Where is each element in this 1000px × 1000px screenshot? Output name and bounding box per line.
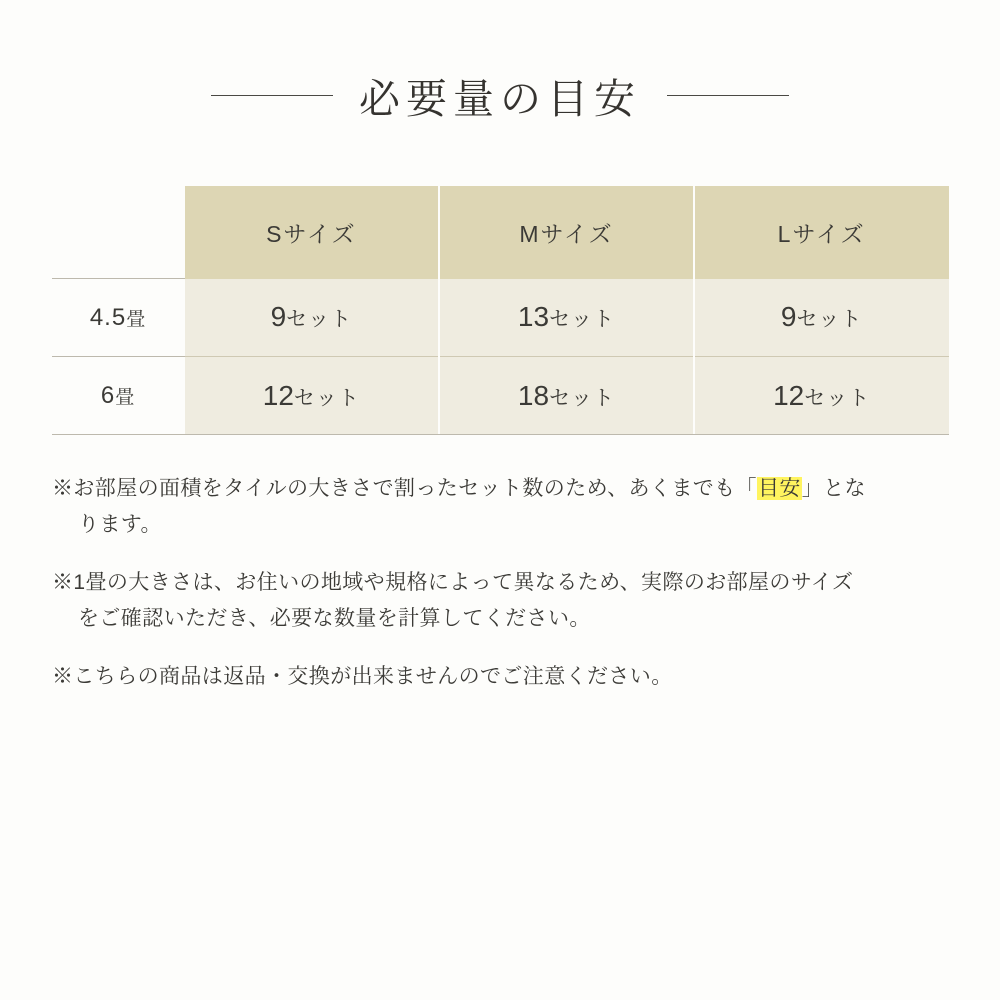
column-header-s: Sサイズ <box>185 186 440 279</box>
note-highlight: 目安 <box>757 477 801 500</box>
row-label-4-5-jo <box>52 279 185 357</box>
row-label-unit: 畳 <box>126 308 147 330</box>
table-header-row <box>52 186 949 279</box>
title-rule-right <box>667 95 789 96</box>
note-item <box>52 471 950 543</box>
row-label-6-jo <box>52 357 185 435</box>
cell-unit: セット <box>549 386 616 410</box>
cell-quantity: 12 <box>773 379 805 411</box>
column-header-m: Mサイズ <box>439 186 694 279</box>
cell-unit: セット <box>293 386 360 410</box>
cell-unit: セット <box>796 308 863 332</box>
note-text-tail: 」とな <box>801 477 866 500</box>
requirement-table-wrap <box>52 186 949 435</box>
cell-4-5-jo-l <box>694 279 949 357</box>
cell-6-jo-l <box>694 357 949 435</box>
note-item <box>52 565 950 637</box>
table-body <box>52 279 949 435</box>
cell-4-5-jo-s <box>185 279 440 357</box>
table-row <box>52 279 949 357</box>
cell-quantity: 18 <box>517 379 550 411</box>
note-item <box>52 659 950 695</box>
title-rule-left <box>211 95 333 96</box>
note-text-line2: ります。 <box>78 513 162 537</box>
cell-6-jo-s <box>185 357 440 435</box>
cell-quantity: 9 <box>270 301 287 333</box>
requirement-table <box>52 186 949 434</box>
cell-unit: セット <box>549 308 616 332</box>
column-header-l: Lサイズ <box>694 186 949 279</box>
row-label-unit: 畳 <box>115 386 136 408</box>
cell-quantity: 12 <box>262 379 294 411</box>
table-row <box>52 357 949 435</box>
note-text: ※お部屋の面積をタイルの大きさで割ったセット数のため、あくまでも「 <box>52 477 757 500</box>
table-corner-cell <box>52 186 185 279</box>
notes-section <box>50 471 950 696</box>
page-title-block <box>0 0 1000 125</box>
cell-unit: セット <box>804 386 871 410</box>
cell-4-5-jo-m <box>439 279 694 357</box>
cell-unit: セット <box>286 308 353 332</box>
table-header <box>52 186 949 279</box>
table-bottom-rule <box>52 434 949 435</box>
row-label-number: 6 <box>100 381 116 409</box>
cell-6-jo-m <box>439 357 694 435</box>
note-text-line2: をご確認いただき、必要な数量を計算してください。 <box>78 607 591 631</box>
note-text: ※1畳の大きさは、お住いの地域や規格によって異なるため、実際のお部屋のサイズ <box>52 571 854 595</box>
note-text: ※こちらの商品は返品・交換が出来ませんのでご注意ください。 <box>52 665 673 689</box>
cell-quantity: 9 <box>780 301 797 333</box>
cell-quantity: 13 <box>517 301 550 333</box>
row-label-number: 4.5 <box>89 303 127 331</box>
page-title: 必要量の目安 <box>359 76 641 122</box>
